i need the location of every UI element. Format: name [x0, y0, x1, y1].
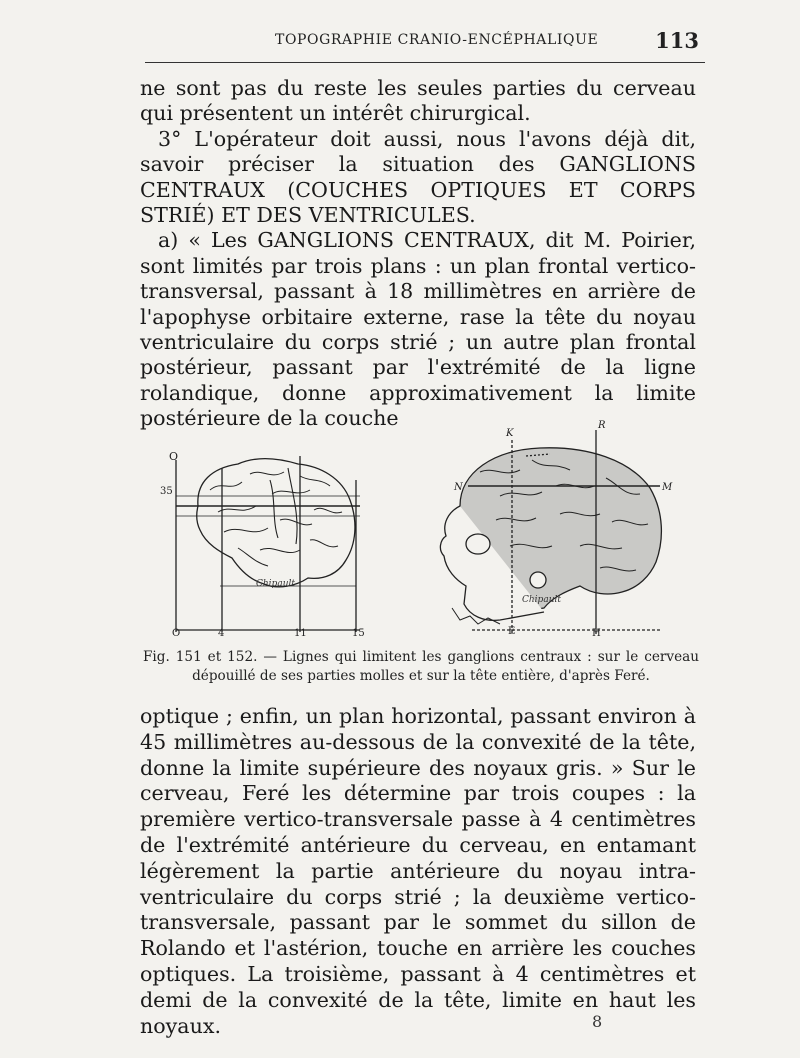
- skull-label-n: N: [454, 482, 463, 493]
- skull-label-e: E: [508, 626, 516, 636]
- brain-signature: Chipault: [256, 579, 295, 589]
- paragraph-ganglions-intro: 3° L'opérateur doit aussi, nous l'avons déjà dit, savoir préciser la situation des GANGLIONS CENTRAUX (COUCHES OPTIQUES ET CORPS STRIÉ) ET DES VENTRICULES.: [140, 126, 696, 228]
- figure-drawing: [160, 420, 690, 636]
- figure-151-152: [160, 420, 690, 636]
- skull-label-m: M: [662, 482, 673, 493]
- paragraph-poirier-quote: a) « Les GANGLIONS CENTRAUX, dit M. Poirier, sont limités par trois plans : un plan frontal vertico-transversal, passant à 18 millimètres en arrière de l'apophyse orbitaire externe, rase la tête du noyau ventriculaire du corps strié ; un autre plan frontal postérieur, passant par l'extrémité de la ligne rolandique, donne approximativement la limite postérieure de la couche: [140, 228, 696, 431]
- skull-label-k: K: [506, 428, 514, 439]
- skull-signature: Chipault: [522, 595, 561, 605]
- brain-label-tick-4: 4: [218, 628, 225, 636]
- signature-mark: 8: [592, 1012, 603, 1031]
- brain-label-tick-15: 15: [352, 628, 365, 636]
- brain-outline: [197, 459, 355, 587]
- skull-label-h: H: [592, 628, 601, 636]
- paragraph-continuation: ne sont pas du reste les seules parties du cerveau qui présentent un intérêt chirurgical.: [140, 76, 696, 126]
- skull-orbit: [466, 534, 490, 554]
- skull-ear-opening: [530, 572, 546, 588]
- caption-line-2: dépouillé de ses parties molles et sur la tête entière, d'après Feré.: [192, 668, 650, 684]
- body-text-bottom: [140, 704, 696, 1039]
- brain-label-level: 35: [160, 486, 173, 497]
- running-head: [145, 22, 705, 63]
- paragraph-fere-description: optique ; enfin, un plan horizontal, passant environ à 45 millimètres au-dessous de la convexité de la tête, donne la limite supérieure des noyaux gris. » Sur le cerveau, Feré les détermine par trois coupes : la première vertico-transversale passe à 4 centimètres de l'extrémité antérieure du cerveau, en entamant légèrement la partie antérieure du noyau intra-ventriculaire du corps strié ; la deuxième vertico-transversale, passant par le sommet du sillon de Rolando et l'astérion, touche en arrière les couches optiques. La troisième, passant à 4 centimètres et demi de la convexité de la tête, limite en haut les noyaux.: [140, 704, 696, 1038]
- brain-gyri: [210, 472, 342, 566]
- running-title: TOPOGRAPHIE CRANIO-ENCÉPHALIQUE: [275, 32, 599, 48]
- page-number: 113: [655, 28, 699, 53]
- figure-caption: [143, 648, 699, 686]
- brain-label-axis-top: O: [169, 450, 179, 463]
- body-text-top: [140, 76, 696, 432]
- figure-151-brain: [176, 456, 360, 632]
- caption-line-1: Fig. 151 et 152. — Lignes qui limitent les ganglions centraux : sur le cerveau: [143, 649, 699, 665]
- brain-label-tick-11: 11: [294, 628, 307, 636]
- brain-label-origin: O: [172, 628, 181, 636]
- skull-label-r: R: [598, 420, 606, 431]
